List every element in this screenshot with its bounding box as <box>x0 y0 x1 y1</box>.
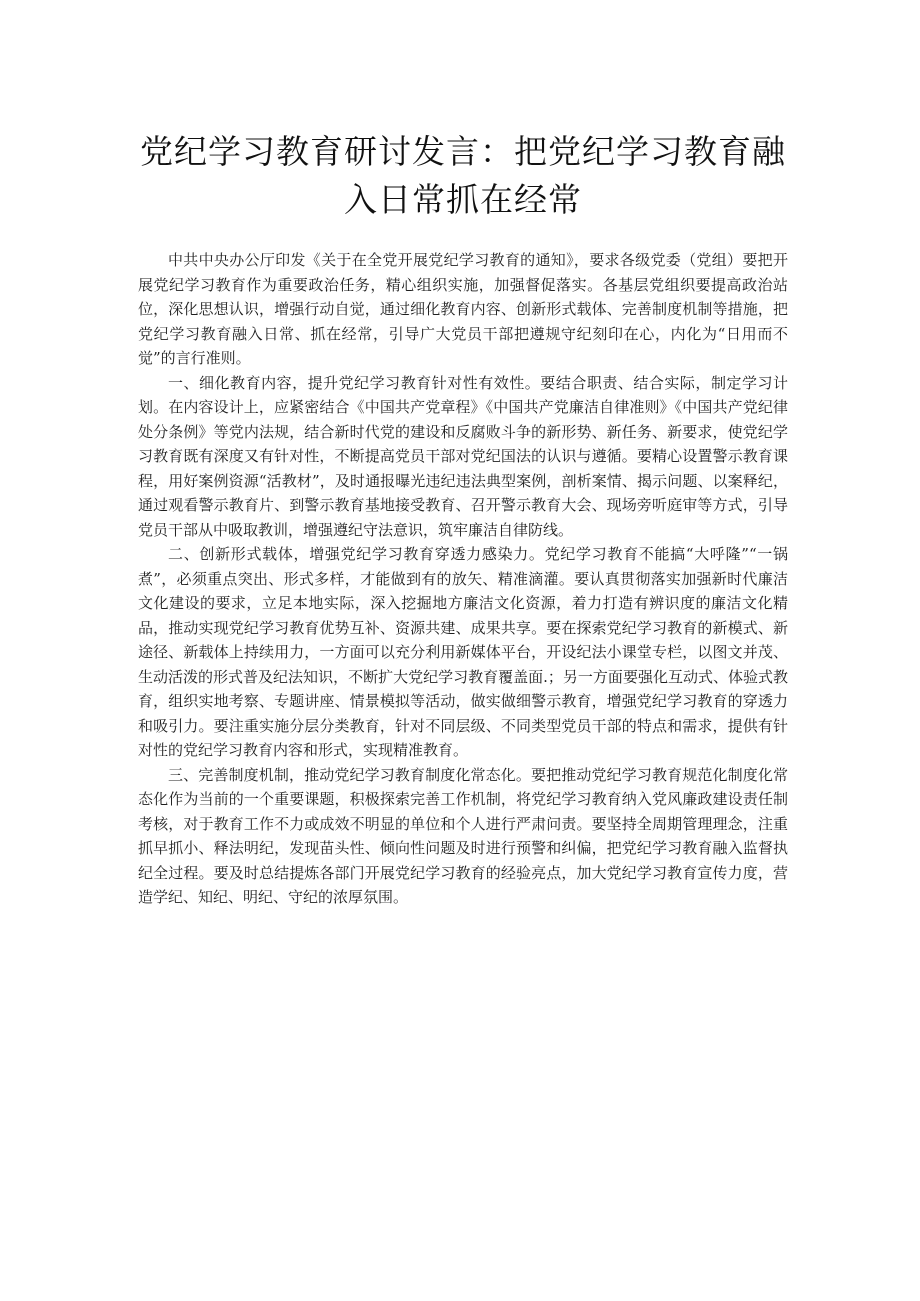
document-title: 党纪学习教育研讨发言：把党纪学习教育融入日常抓在经常 <box>140 132 786 219</box>
paragraph-section-1: 一、细化教育内容，提升党纪学习教育针对性有效性。要结合职责、结合实际，制定学习计划。在内容设计上，应紧密结合《中国共产党章程》《中国共产党廉洁自律准则》《中国共产党纪律处分条例》等党内法规，结合新时代党的建设和反腐败斗争的新形势、新任务、新要求，使党纪学习教育既有深度又有针对性，不断提高党员干部对党纪国法的认识与遵循。要精心设置警示教育课程，用好案例资源“活教材”，及时通报曝光违纪违法典型案例，剖析案情、揭示问题、以案释纪，通过观看警示教育片、到警示教育基地接受教育、召开警示教育大会、现场旁听庭审等方式，引导党员干部从中吸取教训，增强遵纪守法意识，筑牢廉洁自律防线。 <box>138 373 788 539</box>
paragraph-section-2: 二、创新形式载体，增强党纪学习教育穿透力感染力。党纪学习教育不能搞“大呼隆”“一锅煮”，必须重点突出、形式多样，才能做到有的放矢、精准滴灌。要认真贯彻落实加强新时代廉洁文化建设的要求，立足本地实际，深入挖掘地方廉洁文化资源，着力打造有辨识度的廉洁文化精品，推动实现党纪学习教育优势互补、资源共建、成果共享。要在探索党纪学习教育的新模式、新途径、新载体上持续用力，一方面可以充分利用新媒体平台，开设纪法小课堂专栏，以图文并茂、生动活泼的形式普及纪法知识，不断扩大党纪学习教育覆盖面.；另一方面要强化互动式、体验式教育，组织实地考察、专题讲座、情景模拟等活动，做实做细警示教育，增强党纪学习教育的穿透力和吸引力。要注重实施分层分类教育，针对不同层级、不同类型党员干部的特点和需求，提供有针对性的党纪学习教育内容和形式，实现精准教育。 <box>138 545 788 759</box>
paragraph-intro: 中共中央办公厅印发《关于在全党开展党纪学习教育的通知》，要求各级党委（党组）要把开展党纪学习教育作为重要政治任务，精心组织实施，加强督促落实。各基层党组织要提高政治站位，深化思想认识，增强行动自觉，通过细化教育内容、创新形式载体、完善制度机制等措施，把党纪学习教育融入日常、抓在经常，引导广大党员干部把遵规守纪刻印在心，内化为“日用而不觉”的言行准则。 <box>138 251 788 367</box>
document-body <box>138 248 788 910</box>
document-page <box>138 128 788 910</box>
paragraph-section-3: 三、完善制度机制，推动党纪学习教育制度化常态化。要把推动党纪学习教育规范化制度化常态化作为当前的一个重要课题，积极探索完善工作机制，将党纪学习教育纳入党风廉政建设责任制考核，对于教育工作不力或成效不明显的单位和个人进行严肃问责。要坚持全周期管理理念，注重抓早抓小、释法明纪，发现苗头性、倾向性问题及时进行预警和纠偏，把党纪学习教育融入监督执纪全过程。要及时总结提炼各部门开展党纪学习教育的经验亮点，加大党纪学习教育宣传力度，营造学纪、知纪、明纪、守纪的浓厚氛围。 <box>138 765 788 906</box>
